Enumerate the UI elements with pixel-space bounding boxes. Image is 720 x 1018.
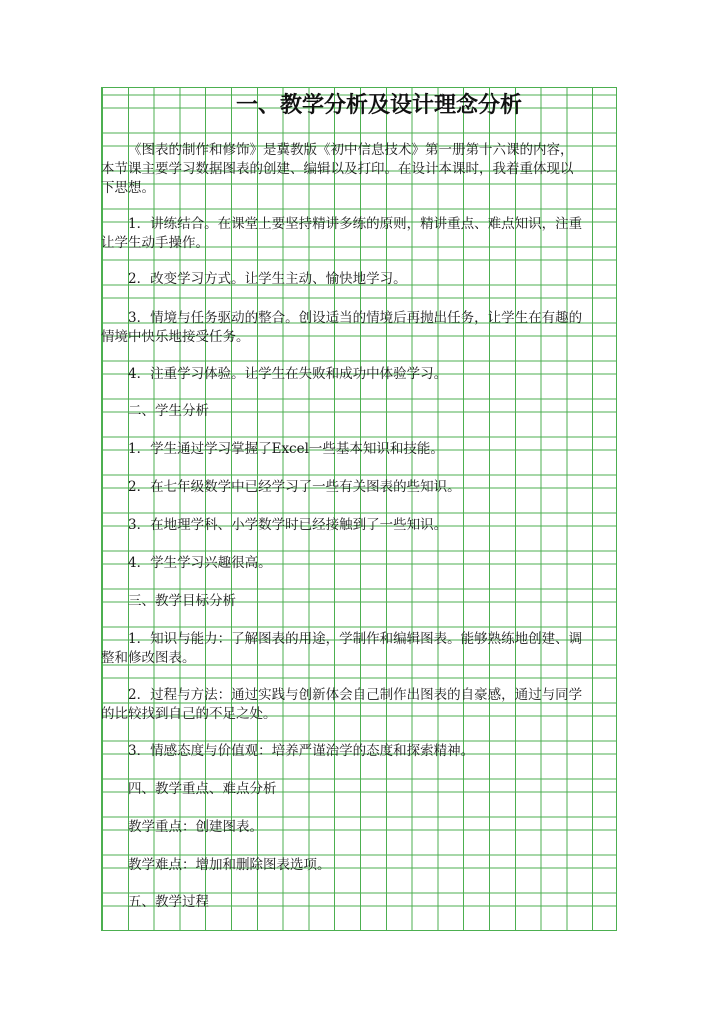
text-line: 3．情境与任务驱动的整合。创设适当的情境后再抛出任务，让学生在有趣的 (128, 310, 583, 326)
text-line: 《图表的制作和修饰》是冀教版《初中信息技术》第一册第十六课的内容， (128, 142, 574, 158)
text-line: 的比较找到自己的不足之处。 (101, 706, 277, 722)
text-line: 2．过程与方法：通过实践与创新体会自己制作出图表的自豪感，通过与同学 (128, 687, 583, 703)
section-heading: 四、教学重点、难点分析 (128, 781, 277, 797)
text-line: 3．在地理学科、小学数学时已经接触到了一些知识。 (128, 517, 448, 533)
section-heading: 三、教学目标分析 (128, 593, 236, 609)
text-line: 1．学生通过学习掌握了Excel一些基本知识和技能。 (128, 441, 444, 457)
text-line: 本节课主要学习数据图表的创建、编辑以及打印。在设计本课时，我着重体现以 (101, 161, 574, 177)
text-line: 1．知识与能力：了解图表的用途，学制作和编辑图表。能够熟练地创建、调 (128, 631, 583, 647)
text-line: 4．学生学习兴趣很高。 (128, 555, 272, 571)
section-heading: 五、教学过程 (128, 894, 209, 910)
text-line: 情境中快乐地接受任务。 (101, 329, 250, 345)
text-line: 1．讲练结合。在课堂上要坚持精讲多练的原则，精讲重点、难点知识，注重 (128, 216, 583, 232)
text-line: 下思想。 (101, 180, 155, 196)
text-line: 让学生动手操作。 (101, 235, 209, 251)
section-heading: 二、学生分析 (128, 403, 209, 419)
text-line: 4．注重学习体验。让学生在失败和成功中体验学习。 (128, 366, 448, 382)
text-line: 3．情感态度与价值观：培养严谨治学的态度和探索精神。 (128, 743, 475, 759)
text-line: 教学难点：增加和删除图表选项。 (128, 857, 331, 873)
page-title: 一、教学分析及设计理念分析 (235, 93, 522, 118)
text-line: 2．改变学习方式。让学生主动、愉快地学习。 (128, 271, 407, 287)
text-line: 整和修改图表。 (101, 650, 196, 666)
text-line: 教学重点：创建图表。 (128, 819, 263, 835)
text-line: 2．在七年级数学中已经学习了一些有关图表的些知识。 (128, 479, 461, 495)
